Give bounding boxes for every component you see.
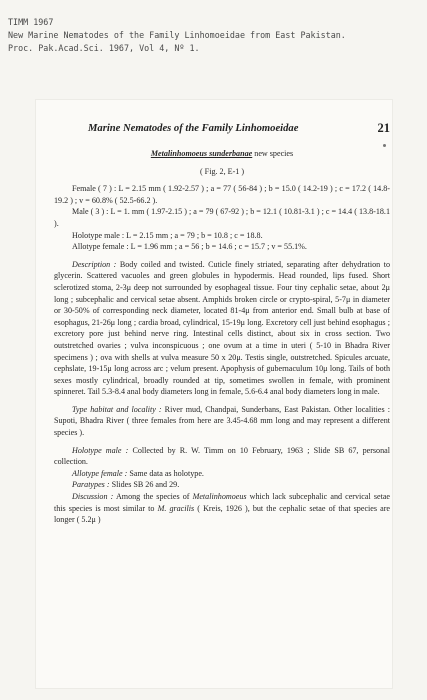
measurement-allotype: Allotype female : L = 1.96 mm ; a = 56 ; b = 14.6 ; c = 15.7 ; v = 55.1%. bbox=[72, 242, 307, 252]
article-body bbox=[54, 148, 390, 526]
holotype-paragraph bbox=[54, 445, 390, 468]
page-number: 21 bbox=[377, 121, 390, 135]
discussion-label: Discussion : bbox=[72, 492, 114, 502]
allotype-label: Allotype female : bbox=[72, 468, 128, 478]
species-heading bbox=[54, 148, 390, 160]
header-line-author-year: TIMM 1967 bbox=[8, 17, 54, 27]
measurement-female: Female ( 7 ) : L = 2.15 mm ( 1.92-2.57 ) ; a = 77 ( 56-84 ) ; b = 15.0 ( 14.2-19 ) ; c = 17.2 ( 14.8-19.2 ) ; v = 60.8% ( 52.5-66.2 ). bbox=[54, 184, 390, 205]
header-line-title: New Marine Nematodes of the Family Linhomoeidae from East Pakistan. bbox=[8, 30, 346, 40]
paratypes-paragraph bbox=[54, 479, 390, 491]
typed-header bbox=[8, 16, 346, 55]
habitat-paragraph bbox=[54, 404, 390, 439]
discussion-paragraph bbox=[54, 491, 390, 526]
discussion-compare-species: M. gracilis bbox=[157, 503, 195, 513]
measurement-holotype: Holotype male : L = 2.15 mm ; a = 79 ; b = 10.8 ; c = 18.8. bbox=[72, 230, 263, 240]
figure-reference: ( Fig. 2, E-1 ) bbox=[199, 166, 245, 176]
description-label: Description : bbox=[72, 259, 117, 269]
allotype-text: Same data as holotype. bbox=[127, 468, 204, 478]
discussion-text-c: ( Kreis, 1926 ), but the cephalic setae of that species are longer ( 5.2μ ) bbox=[54, 503, 391, 525]
discussion-text-a: Among the species of bbox=[113, 492, 193, 502]
discussion-text-b: which lack subcephalic and cervical setae this species is most similar to bbox=[54, 492, 390, 513]
description-paragraph bbox=[54, 259, 390, 398]
paratypes-text: Slides SB 26 and 29. bbox=[109, 480, 180, 490]
habitat-text: River mud, Chandpai, Sunderbans, East Pakistan. Other localities : Supoti, Bhadra River ( three females from here are 3.45-4.68 mm long and may represent a different species ). bbox=[54, 404, 390, 438]
scan-speck bbox=[383, 144, 386, 147]
measurement-male: Male ( 3 ) : L = 1. mm ( 1.97-2.15 ) ; a = 79 ( 67-92 ) ; b = 12.1 ( 10.81-3.1 ) ; c = 14.4 ( 13.8-18.1 ). bbox=[54, 207, 390, 228]
description-text: Body coiled and twisted. Cuticle finely striated, separating after dehydration to glycerin. Scattered vacuoles and green globules in hypodermis. Head rounded, lips fused. Short sclerotized stoma, 2-3μ deep not surrounded by esophageal tissue. Four tiny cephalic setae, about 2μ long ; subcephalic and cervical setae absent. Amphids broken circle or crypto-spiral, 5-7μ in diameter or 30-50% of corresponding neck diameter, located 81-4μ from anterior end. Small bulb at base of esophagus, 21-26μ long ; cardia broad, cylindrical, 15-19μ long. Excretory cell just behind esophagus ; excretory pore just behind nerve ring. Intestinal cells distinct, about six in cross section. Two outstretched ovaries ; vulva inconspicuous ; one ovum at a time in uteri ( 5-10 in Bhadra River specimens ) ; ova with shells at vulva measure 50 x 20μ. Testis single, outstretched. Spicules arcuate, cephslate, 19-15μ long across arc ; velum present. Apophysis of gubernaculum 10μ long. Tails of both sexes mostly cylindrical, broadly rounded at tip, sometimes swollen in female, with prominent spinneret. Tail 5.3-8.4 anal body diameters long in female, 5.6-6.4 anal body diameters long in male. bbox=[54, 259, 390, 397]
allotype-paragraph bbox=[54, 468, 390, 480]
species-suffix: new species bbox=[252, 149, 294, 158]
paratypes-label: Paratypes : bbox=[72, 480, 110, 490]
running-title: Marine Nematodes of the Family Linhomoeidae bbox=[88, 123, 299, 134]
holotype-text: Collected by R. W. Timm on 10 February, 1963 ; Slide SB 67, personal collection. bbox=[54, 445, 390, 467]
habitat-label: Type habitat and locality : bbox=[72, 404, 162, 414]
holotype-label: Holotype male : bbox=[72, 445, 129, 455]
species-name: Metalinhomoeus sunderbanae bbox=[150, 149, 253, 158]
header-line-citation: Proc. Pak.Acad.Sci. 1967, Vol 4, Nº 1. bbox=[8, 43, 200, 53]
discussion-genus: Metalinhomoeus bbox=[192, 492, 247, 502]
